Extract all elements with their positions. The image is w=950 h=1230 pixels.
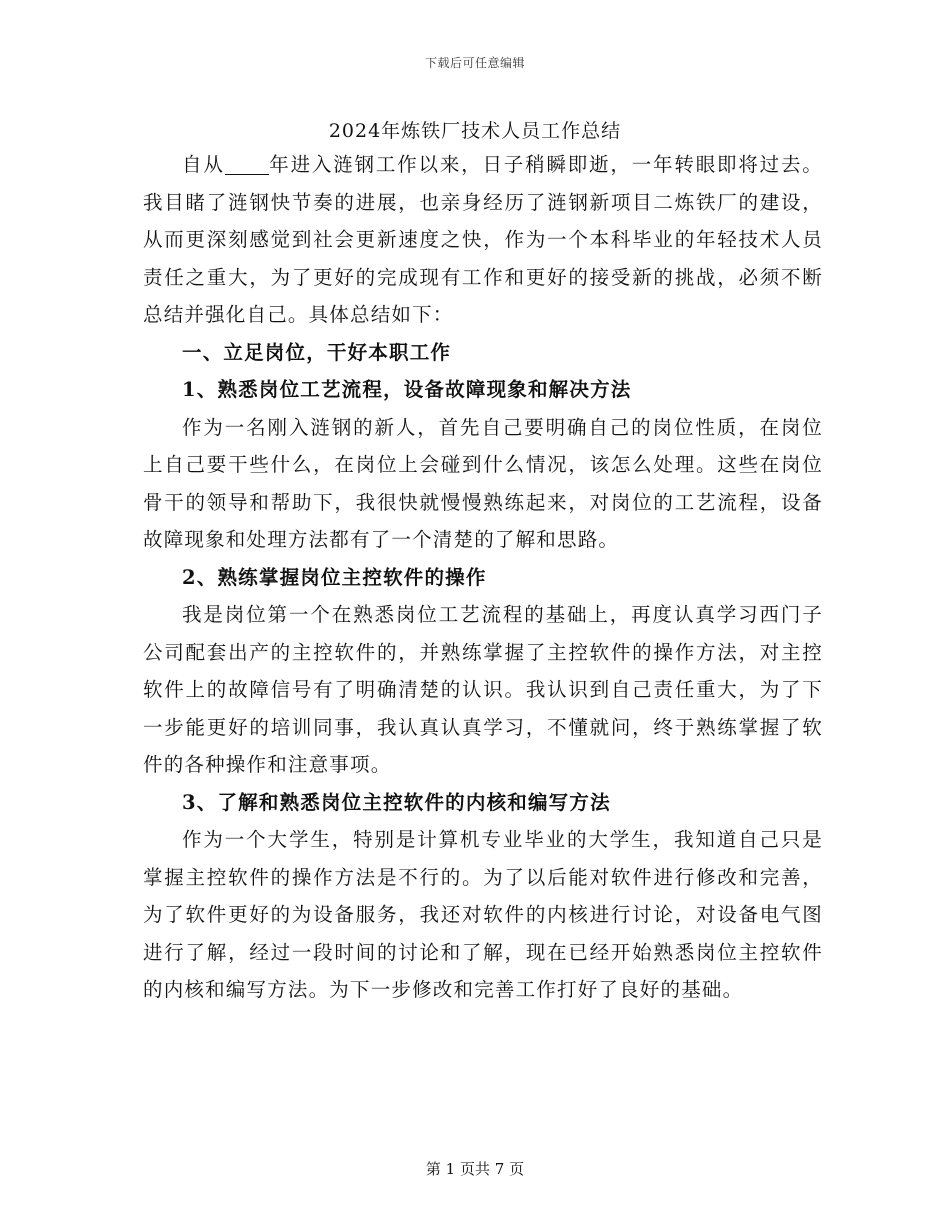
document-title: 2024年炼铁厂技术人员工作总结 bbox=[328, 120, 622, 142]
subsection-heading-3: 3、了解和熟悉岗位主控软件的内核和编写方法 bbox=[182, 790, 611, 814]
header-note: 下载后可任意编辑 bbox=[424, 56, 525, 70]
document-body bbox=[143, 146, 823, 1009]
fill-in-blank bbox=[225, 154, 269, 175]
subsection-heading-1: 1、熟悉岗位工艺流程，设备故障现象和解决方法 bbox=[182, 378, 632, 401]
section-heading: 一、立足岗位，干好本职工作 bbox=[182, 340, 452, 364]
intro-text: 年进入涟钢工作以来，日子稍瞬即逝，一年转眼即将过去。我目睹了涟钢快节奏的进展，也亲身经历了涟钢新项目二炼铁厂的建设，从而更深刻感觉到社会更新速度之快，作为一个本科毕业的年轻技术人员责任之重大，为了更好的完成现有工作和更好的接受新的挑战，必须不断总结并强化自己。具体总结如下： bbox=[143, 153, 824, 326]
intro-paragraph bbox=[143, 146, 823, 334]
intro-prefix: 自从 bbox=[182, 153, 225, 176]
subsection-paragraph-2: 我是岗位第一个在熟悉岗位工艺流程的基础上，再度认真学习西门子公司配套出产的主控软件的，并熟练掌握了主控软件的操作方法，对主控软件上的故障信号有了明确清楚的认识。我认识到自己责任重大，为了下一步能更好的培训同事，我认真认真学习，不懂就问，终于熟练掌握了软件的各种操作和注意事项。 bbox=[143, 603, 823, 776]
subsection-heading-2: 2、熟练掌握岗位主控软件的操作 bbox=[182, 565, 487, 589]
subsection-paragraph-3: 作为一个大学生，特别是计算机专业毕业的大学生，我知道自己只是掌握主控软件的操作方法是不行的。为了以后能对软件进行修改和完善，为了软件更好的为设备服务，我还对软件的内核进行讨论，对设备电气图进行了解，经过一段时间的讨论和了解，现在已经开始熟悉岗位主控软件的内核和编写方法。为下一步修改和完善工作打好了良好的基础。 bbox=[143, 828, 823, 1001]
subsection-paragraph-1: 作为一名刚入涟钢的新人，首先自己要明确自己的岗位性质，在岗位上自己要干些什么，在岗位上会碰到什么情况，该怎么处理。这些在岗位骨干的领导和帮助下，我很快就慢慢熟练起来，对岗位的工艺流程，设备故障现象和处理方法都有了一个清楚的了解和思路。 bbox=[143, 415, 823, 551]
page-footer: 第 1 页共 7 页 bbox=[425, 1160, 525, 1178]
